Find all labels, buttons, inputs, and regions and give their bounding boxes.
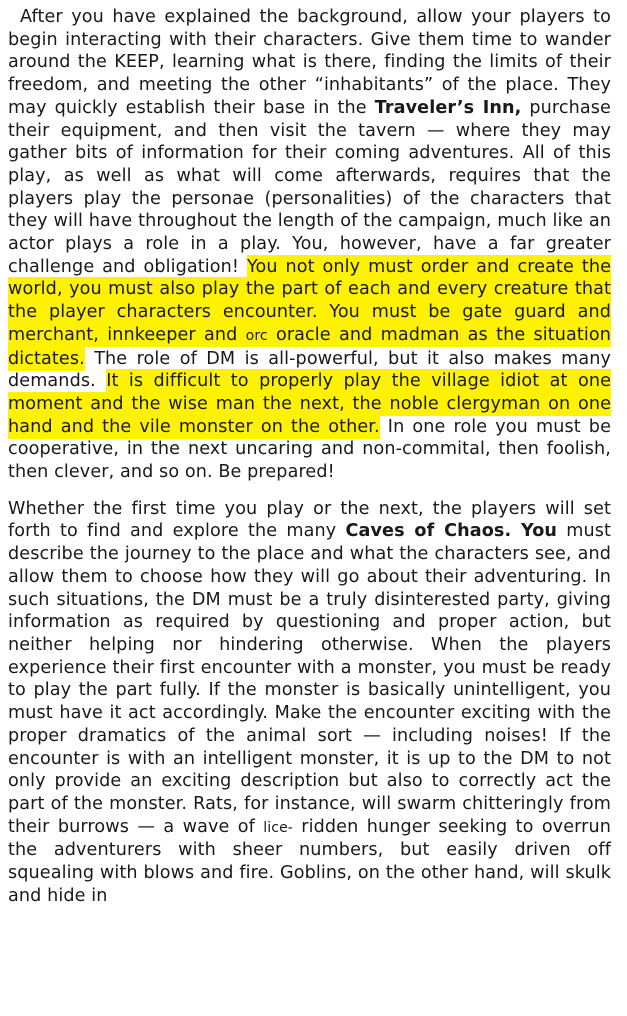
text-run: Whether the first time you play or the next, the players will set forth to find and explore the many (8, 498, 611, 542)
text-run: purchase their equipment, and then visit the tavern — where they may gather bits of information for their coming adventures. All of this play, as well as what will come afterwards, requires that the players play the personae (personalities) of the characters that they will have throughout the length of the campaign, much like an actor plays a role in a play. You, however, have a far greater challenge and obligation! (8, 97, 611, 277)
highlighted-text: oracle and madman as the situation dictates. (8, 324, 611, 369)
bold-term-caves-of-chaos: Caves of Chaos. You (345, 521, 558, 542)
bold-term-travelers-inn: Traveler’s Inn, (374, 97, 522, 118)
highlighted-passage-2: It is difficult to properly play the village idiot at one moment and the wise man the next, the noble clergyman on one hand and the vile monster on the other. (8, 371, 611, 437)
text-run: After you have explained the background, allow your players to begin interacting with their characters. Give them time to wander around the KEEP, learning what is there, finding the limits of their freedom, and meeting the other “inhabitants” of the place. They may quickly establish their base in the (8, 7, 611, 118)
text-run: must describe the journey to the place and what the characters see, and allow them to choose how they will go about their adventuring. In such situations, the DM must be a truly disinterested party, giving information as required by questioning and proper action, but neither helping nor hindering otherwise. When the players experience their first encounter with a monster, you must be ready to play the part fully. If the monster is basically unintelligent, you must have it act accordingly. Make the encounter exciting with the proper dramatics of the animal sort — including noises! If the encounter is with an intelligent monster, it is up to the DM to not only provide an exciting description but also to correctly act the part of the monster. Rats, for instance, will swarm chitteringly from their burrows — a wave of (8, 521, 611, 837)
text-run: The role of DM is all-powerful, but it also makes many demands. (8, 348, 611, 392)
document-page (8, 6, 611, 907)
text-run: ridden hunger seeking to overrun the adventurers with sheer numbers, but easily driven off squealing with blows and fire. Goblins, on the other hand, will skulk and hide in (8, 816, 611, 906)
paragraph-caves (8, 498, 611, 908)
highlighted-text-small: orc (245, 327, 268, 344)
paragraph-roleplay (8, 6, 611, 484)
highlighted-text: You not only must order and create the world, you must also play the part of each and every creature that the player characters encounter. You must be gate guard and merchant, innkeeper and (8, 256, 611, 345)
text-run-small: lice- (263, 819, 293, 836)
text-run: In one role you must be cooperative, in the next uncaring and non-commital, then foolish, then clever, and so on. Be prepared! (8, 416, 611, 483)
